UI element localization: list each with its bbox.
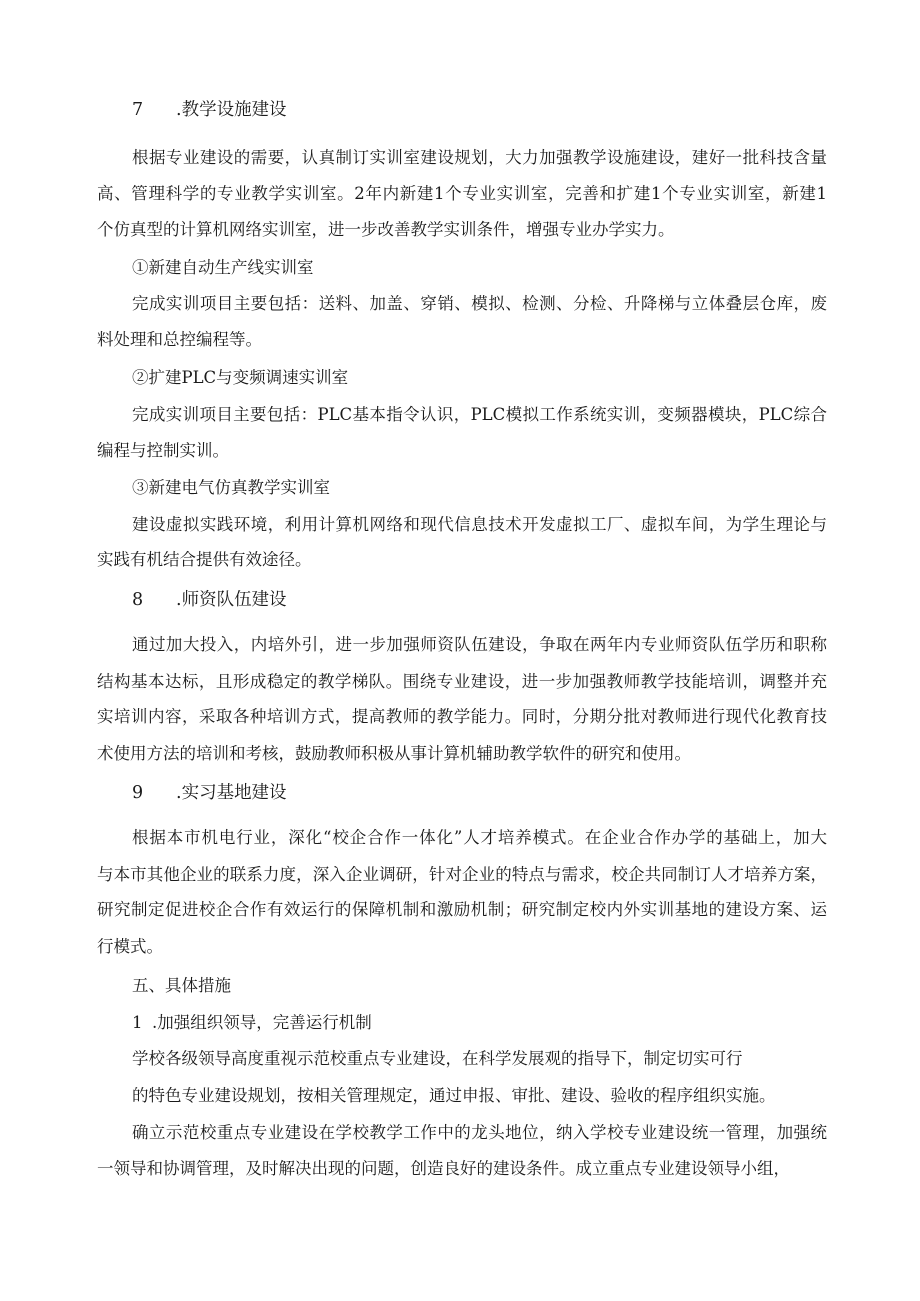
paragraph-line: 个仿真型的计算机网络实训室，进一步改善教学实训条件，增强专业办学实力。 [97, 220, 675, 239]
paragraph-line: 确立示范校重点专业建设在学校教学工作中的龙头地位，纳入学校专业建设统一管理，加强统 [132, 1123, 827, 1142]
section-7-heading [132, 99, 862, 121]
paragraph-line: 学校各级领导高度重视示范校重点专业建设，在科学发展观的指导下，制定切实可行 [132, 1049, 743, 1068]
paragraph-line: 高、管理科学的专业教学实训室。2年内新建1个专业实训室，完善和扩建1个专业实训室，新建1 [97, 184, 827, 203]
paragraph-line: 完成实训项目主要包括：送料、加盖、穿销、模拟、检测、分检、升降梯与立体叠层仓库，废 [132, 294, 827, 313]
paragraph-line: 术使用方法的培训和考核，鼓励教师积极从事计算机辅助教学软件的研究和使用。 [97, 744, 691, 763]
section-number: 7 [132, 100, 144, 120]
section-9-heading [132, 782, 862, 804]
paragraph-line: 编程与控制实训。 [97, 441, 229, 460]
paragraph-line: 实践有机结合提供有效途径。 [97, 550, 312, 569]
paragraph-line: 与本市其他企业的联系力度，深入企业调研，针对企业的特点与需求，校企共同制订人才培养方案， [97, 865, 827, 884]
section-8-heading [132, 589, 862, 611]
section-number: 8 [132, 590, 144, 610]
section-title: .教学设施建设 [176, 100, 287, 120]
section-title: .师资队伍建设 [176, 590, 287, 610]
paragraph-line: 实培训内容，采取各种培训方式，提高教师的教学能力。同时，分期分批对教师进行现代化教育技 [97, 707, 827, 726]
paragraph-line: 行模式。 [97, 937, 163, 956]
paragraph-line: 完成实训项目主要包括：PLC基本指令认识，PLC模拟工作系统实训，变频器模块，PLC综合 [132, 405, 827, 424]
paragraph-line: 研究制定促进校企合作有效运行的保障机制和激励机制；研究制定校内外实训基地的建设方案、运 [97, 900, 827, 919]
paragraph-line: 建设虚拟实践环境，利用计算机网络和现代信息技术开发虚拟工厂、虚拟车间，为学生理论与 [132, 515, 827, 534]
paragraph-line: 一领导和协调管理，及时解决出现的问题，创造良好的建设条件。成立重点专业建设领导小组， [97, 1159, 790, 1178]
paragraph-line: 料处理和总控编程等。 [97, 330, 262, 349]
list-item: ③新建电气仿真教学实训室 [132, 478, 330, 497]
list-item: ②扩建PLC与变频调速实训室 [132, 368, 349, 387]
subsection-number: 1 [132, 1013, 143, 1032]
part-5-title: 五、具体措施 [132, 976, 231, 995]
section-title: .实习基地建设 [176, 783, 287, 803]
paragraph-line: 结构基本达标，且形成稳定的教学梯队。围绕专业建设，进一步加强教师教学技能培训，调整并充 [97, 672, 827, 691]
list-item: ①新建自动生产线实训室 [132, 258, 314, 277]
paragraph-line: 的特色专业建设规划，按相关管理规定，通过申报、审批、建设、验收的程序组织实施。 [132, 1086, 776, 1105]
paragraph-line: 根据专业建设的需要，认真制订实训室建设规划，大力加强教学设施建设，建好一批科技含量 [132, 148, 827, 167]
paragraph-line: 通过加大投入，内培外引，进一步加强师资队伍建设，争取在两年内专业师资队伍学历和职称 [132, 635, 827, 654]
subsection-title: .加强组织领导，完善运行机制 [152, 1013, 372, 1032]
subsection-1-heading [132, 1012, 827, 1034]
section-number: 9 [132, 783, 144, 803]
paragraph-line: 根据本市机电行业，深化“校企合作一体化”人才培养模式。在企业合作办学的基础上，加大 [132, 828, 827, 847]
